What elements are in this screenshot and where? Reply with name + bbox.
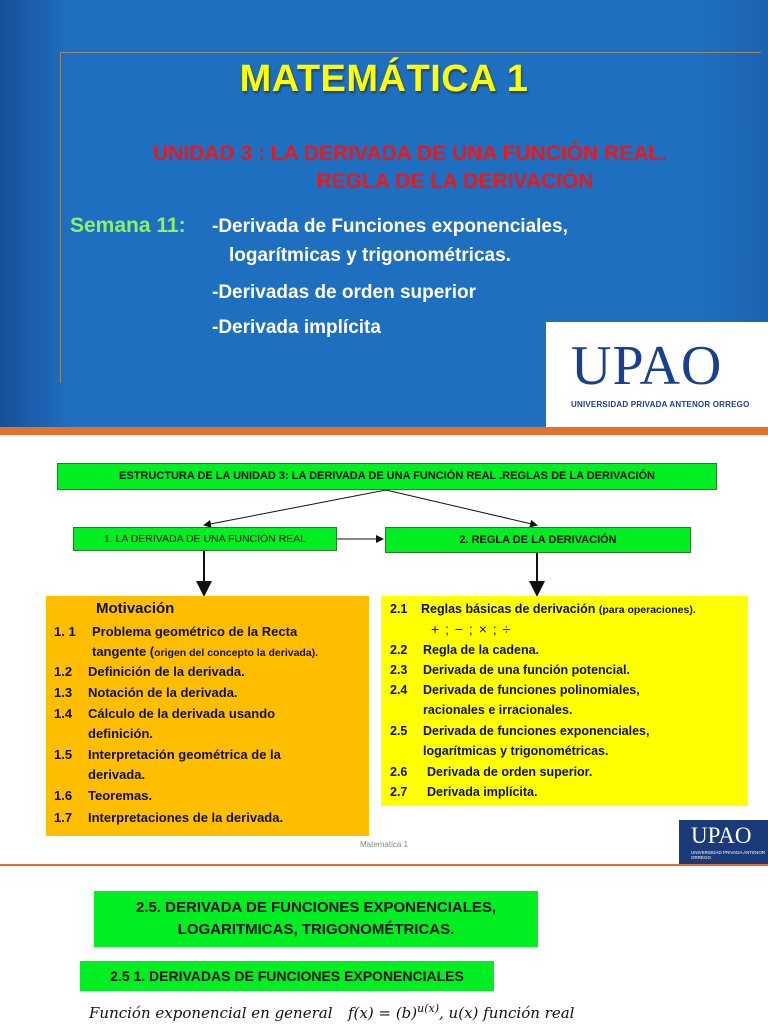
item-number: 2.3 xyxy=(390,663,408,677)
item-number: 2.7 xyxy=(390,785,408,799)
section-title xyxy=(94,891,538,947)
unit-title-line2: REGLA DE LA DERIVACIÓN xyxy=(316,170,594,193)
section2-contents xyxy=(381,596,748,806)
topic-implicit: -Derivada implícita xyxy=(212,317,381,338)
item-number: 1.3 xyxy=(54,685,73,700)
logo-subtext: UNIVERSIDAD PRIVADA ANTENOR ORREGO xyxy=(571,400,750,409)
item-number: 2.1 xyxy=(390,602,408,616)
item-text-part: tangente ( xyxy=(92,644,155,659)
content-slide xyxy=(0,866,768,1024)
item-number: 2.5 xyxy=(390,724,408,738)
section-title-line2: LOGARITMICAS, TRIGONOMÉTRICAS. xyxy=(177,921,455,938)
week-label: Semana 11: xyxy=(70,214,186,237)
topic-exponential-cont: logarítmicas y trigonométricas. xyxy=(229,245,511,266)
arrow-to-box1 xyxy=(205,490,386,525)
structure-header: ESTRUCTURA DE LA UNIDAD 3: LA DERIVADA DE UNA FUNCIÓN REAL .REGLAS DE LA DERIVACIÓN xyxy=(57,463,717,490)
section1-contents xyxy=(46,596,369,836)
logo-text: UPAO xyxy=(691,823,752,848)
formula xyxy=(348,1002,574,1022)
item-number: 1.7 xyxy=(54,810,73,825)
item-text: Cálculo de la derivada usando xyxy=(88,706,276,721)
formula-lhs: f(x) = (b) xyxy=(348,1004,418,1022)
arrow-to-box2 xyxy=(386,490,536,525)
item-text: Derivada implícita. xyxy=(427,785,538,799)
item-text: Problema geométrico de la Recta xyxy=(92,624,298,639)
upao-logo-small xyxy=(679,820,768,864)
formula-exponent: u(x) xyxy=(417,1002,440,1015)
item-text: derivada. xyxy=(88,767,146,782)
item-number: 1. 1 xyxy=(54,624,76,639)
item-number: 2.6 xyxy=(390,765,408,779)
item-text: Notación de la derivada. xyxy=(88,685,238,700)
motivation-label: Motivación xyxy=(96,600,175,617)
formula-label: Función exponencial en general xyxy=(89,1004,333,1022)
item-text xyxy=(92,642,318,663)
item-text xyxy=(421,599,696,620)
subsection-title: 2.5 1. DERIVADAS DE FUNCIONES EXPONENCIALES xyxy=(80,961,494,991)
item-text: definición. xyxy=(88,726,153,741)
item-text: Interpretaciones de la derivada. xyxy=(88,810,284,825)
item-number: 1.5 xyxy=(54,747,73,762)
item-text: Derivada de orden superior. xyxy=(427,765,593,779)
item-text: Definición de la derivada. xyxy=(88,664,245,679)
item-text: Regla de la cadena. xyxy=(423,643,540,657)
title-slide xyxy=(0,0,768,433)
item-number: 2.4 xyxy=(390,683,408,697)
item-text: Derivada de funciones polinomiales, xyxy=(423,683,640,697)
item-number: 1.4 xyxy=(54,706,73,721)
course-title: MATEMÁTICA 1 xyxy=(239,58,529,100)
item-text: Derivada de una función potencial. xyxy=(423,663,630,677)
formula-rhs: , u(x) función real xyxy=(439,1004,575,1022)
item-text: Interpretación geométrica de la xyxy=(88,747,281,762)
unit-title xyxy=(60,140,760,196)
structure-slide xyxy=(0,433,768,866)
upao-logo xyxy=(546,322,768,428)
item-text: logarítmicas y trigonométricas. xyxy=(423,744,609,758)
section-title-line1: 2.5. DERIVADA DE FUNCIONES EXPONENCIALES, xyxy=(135,899,497,916)
item-note: origen del concepto la derivada). xyxy=(154,647,319,659)
connector-arrows xyxy=(0,433,768,603)
item-note: (para operaciones). xyxy=(598,604,696,616)
item-number: 1.2 xyxy=(54,664,73,679)
item-number: 2.2 xyxy=(390,643,408,657)
item-number: 1.6 xyxy=(54,788,73,803)
logo-text: UPAO xyxy=(571,335,723,397)
item-text-part: Reglas básicas de derivación xyxy=(421,602,596,616)
section2-box: 2. REGLA DE LA DERIVACIÓN xyxy=(385,527,691,553)
item-text: Derivada de funciones exponenciales, xyxy=(423,724,650,738)
topic-exponential: -Derivada de Funciones exponenciales, xyxy=(212,216,568,237)
operations-symbols: + ; − ; × ; ÷ xyxy=(431,621,512,637)
topic-higher-order: -Derivadas de orden superior xyxy=(212,282,476,303)
unit-title-line1: UNIDAD 3 : LA DERIVADA DE UNA FUNCIÓN REAL. xyxy=(152,142,668,165)
logo-subtext: UNIVERSIDAD PRIVADA ANTENOR ORREGO xyxy=(691,850,766,860)
item-text: racionales e irracionales. xyxy=(423,703,573,717)
slide-footer: Matematica 1 xyxy=(359,840,409,849)
section1-box: 1. LA DERIVADA DE UNA FUNCIÓN REAL xyxy=(73,527,337,551)
item-text: Teoremas. xyxy=(88,788,153,803)
